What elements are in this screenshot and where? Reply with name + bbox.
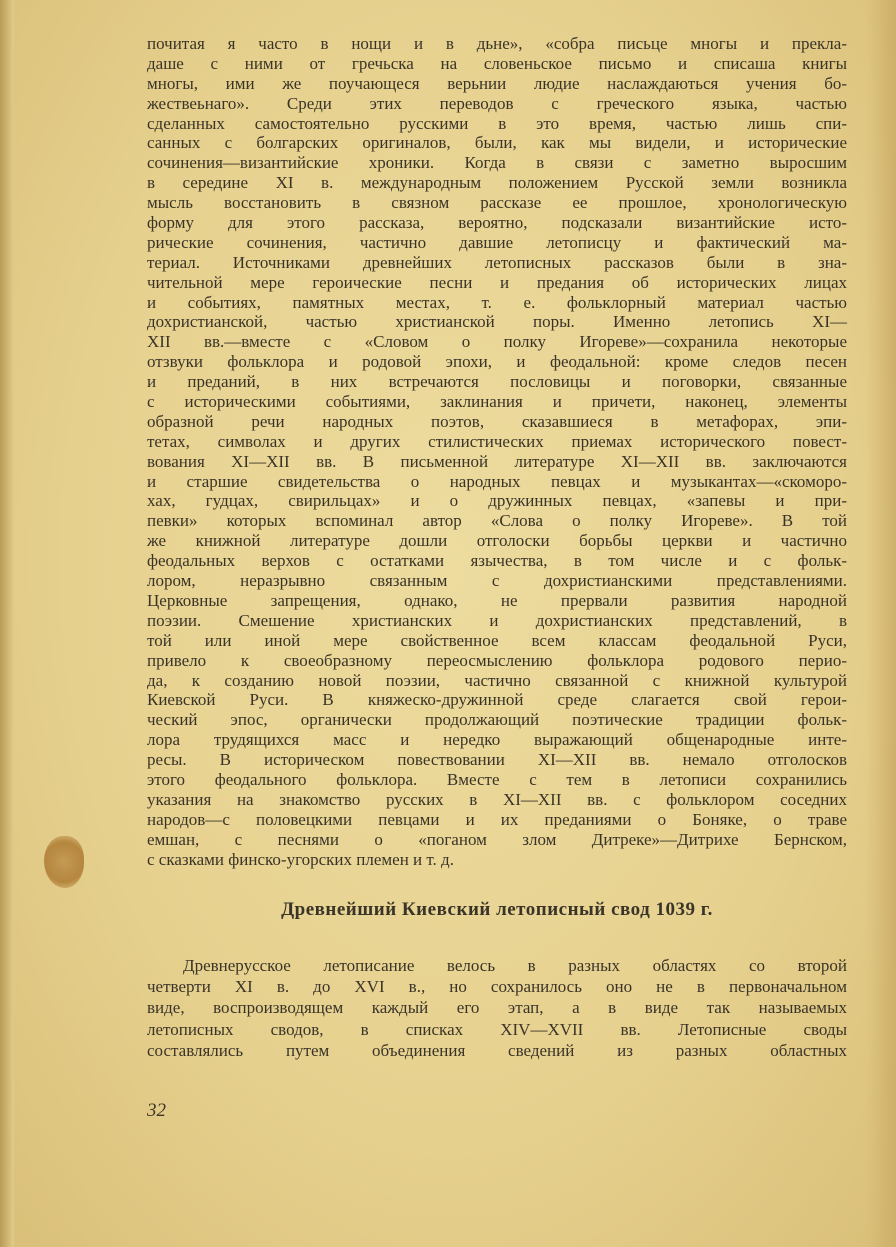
text-line: этого феодального фольклора. Вместе с тем в летописи сохранились xyxy=(147,769,847,789)
text-line: той или иной мере свойственное всем классам феодальной Руси, xyxy=(147,630,847,650)
text-line: вования XI—XII вв. В письменной литературе XI—XII вв. заключаются xyxy=(147,451,847,471)
text-line: емшан, с песнями о «поганом злом Дитреке»—Дитрихе Бернском, xyxy=(147,829,847,849)
text-line: жествеьнаго». Среди этих переводов с греческого языка, частью xyxy=(147,93,847,113)
text-line: образной речи народных поэтов, сказавшиеся в метафорах, эпи- xyxy=(147,411,847,431)
text-line: сделанных самостоятельно русскими в это время, частью лишь спи- xyxy=(147,113,847,133)
text-line: териал. Источниками древнейших летописных рассказов были в зна- xyxy=(147,252,847,272)
text-line: санных с болгарских оригиналов, были, как мы видели, и исторические xyxy=(147,133,847,153)
text-line: лором, неразрывно связанным с дохристианскими представлениями. xyxy=(147,571,847,591)
text-line: Древнерусское летописание велось в разных областях со второй xyxy=(183,956,847,975)
text-line: виде, воспроизводящем каждый его этап, а в виде так называемых xyxy=(147,998,847,1018)
text-line: лора трудящихся масс и нередко выражающий общенародные инте- xyxy=(147,730,847,750)
text-line: поэзии. Смешение христианских и дохристианских представлений, в xyxy=(147,610,847,630)
text-line: Церковные запрещения, однако, не прервали развития народной xyxy=(147,590,847,610)
text-line: форму для этого рассказа, вероятно, подсказали византийские исто- xyxy=(147,213,847,233)
text-line: народов—с половецкими певцами и их преданиями о Боняке, о траве xyxy=(147,809,847,829)
paragraph-1 xyxy=(147,34,847,869)
text-line: многы, ими же поучающеся верьнии людие наслаждаються учения бо- xyxy=(147,73,847,93)
text-line: с историческими событиями, заклинания и причети, наконец, элементы xyxy=(147,392,847,412)
text-line: певки» которых вспоминал автор «Слова о полку Игореве». В той xyxy=(147,511,847,531)
text-line: летописных сводов, в списках XIV—XVII вв. Летописные своды xyxy=(147,1019,847,1039)
text-line: в середине XI в. международным положением Русской земли возникла xyxy=(147,173,847,193)
text-line: чительной мере героические песни и предания об исторических лицах xyxy=(147,272,847,292)
text-line: даше с ними от гречьска на словеньское письмо и списаша книгы xyxy=(147,53,847,73)
text-line: мысль восстановить в связном рассказе ее прошлое, хронологическую xyxy=(147,193,847,213)
text-line: четверти XI в. до XVI в., но сохранилось оно не в первоначальном xyxy=(147,977,847,997)
page-edge-right xyxy=(866,0,896,1247)
text-line: указания на знакомство русских в XI—XII вв. с фольклором соседних xyxy=(147,789,847,809)
text-line: тетах, символах и других стилистических приемах исторического повест- xyxy=(147,431,847,451)
text-line: хах, гудцах, свирильцах» и о дружинных певцах, «запевы и при- xyxy=(147,491,847,511)
paragraph-2 xyxy=(147,955,847,1061)
text-line: Киевской Руси. В княжеско-дружинной среде слагается свой герои- xyxy=(147,690,847,710)
paper-stain xyxy=(44,836,84,888)
text-line: да, к созданию новой поэзии, частично связанной с книжной культурой xyxy=(147,670,847,690)
section-heading: Древнейший Киевский летописный свод 1039 г. xyxy=(281,899,713,920)
text-line: же книжной литературе дошли отголоски борьбы церкви и частично xyxy=(147,531,847,551)
text-line: и старшие свидетельства о народных певцах и музыкантах—«скоморо- xyxy=(147,471,847,491)
text-line: рические сочинения, частично давшие летописцу и фактический ма- xyxy=(147,232,847,252)
text-line: привело к своеобразному переосмыслению фольклора родового перио- xyxy=(147,650,847,670)
text-line: и событиях, памятных местах, т. е. фольклорный материал частью xyxy=(147,292,847,312)
text-line: почитая я часто в нощи и в дьне», «собра письце многы и прекла- xyxy=(147,34,847,53)
text-line: и преданий, в них встречаются пословицы и поговорки, связанные xyxy=(147,372,847,392)
text-line: ческий эпос, органически продолжающий поэтические традиции фольк- xyxy=(147,710,847,730)
text-line: сочинения—византийские хроники. Когда в связи с заметно выросшим xyxy=(147,153,847,173)
text-line: отзвуки фольклора и родовой эпохи, и феодальной: кроме следов песен xyxy=(147,352,847,372)
text-line: с сказками финско-угорских племен и т. д. xyxy=(147,849,454,869)
text-line: феодальных верхов с остатками язычества, в том числе и с фольк- xyxy=(147,551,847,571)
text-line: дохристианской, частью христианской поры. Именно летопись XI— xyxy=(147,312,847,332)
text-line: составлялись путем объединения сведений из разных областных xyxy=(147,1040,847,1060)
page-edge-left xyxy=(0,0,14,1247)
text-line: XII вв.—вместе с «Словом о полку Игореве»—сохранила некоторые xyxy=(147,332,847,352)
page-number: 32 xyxy=(147,1100,166,1121)
text-line: ресы. В историческом повествовании XI—XII вв. немало отголосков xyxy=(147,750,847,770)
